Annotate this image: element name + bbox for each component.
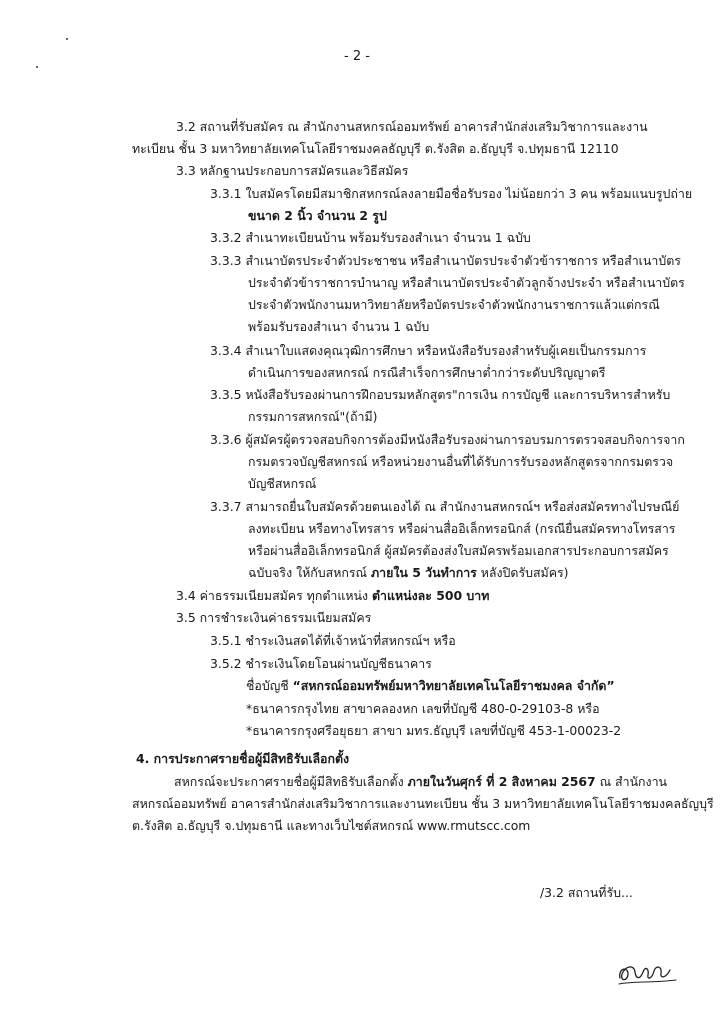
bank-krungthai: *ธนาคารกรุงไทย สาขาคลองหก เลขที่บัญชี 480-0-29103-8 หรือ — [246, 701, 600, 716]
s3-3-5-line1: 3.3.5 หนังสือรับรองผ่านการฝึกอบรมหลักสูตร"การเงิน การบัญชี และการบริหารสำหรับ — [210, 387, 671, 402]
s3-3-title: 3.3 หลักฐานประกอบการสมัครและวิธีสมัคร — [176, 163, 409, 178]
s3-3-7-line3: หรือผ่านสื่ออิเล็กทรอนิกส์ ผู้สมัครต้องส่งใบสมัครพร้อมเอกสารประกอบการสมัคร — [248, 543, 669, 558]
continuation-note: /3.2 สถานที่รับ... — [540, 885, 633, 900]
s4-line2: สหกรณ์ออมทรัพย์ อาคารสำนักส่งเสริมวิชาการและงานทะเบียน ชั้น 3 มหาวิทยาลัยเทคโนโลยีราชมงคลธัญบุรี — [132, 796, 714, 811]
s3-3-7-line4-c: หลังปิดรับสมัคร) — [476, 565, 569, 580]
s3-5-2: 3.5.2 ชำระเงินโดยโอนผ่านบัญชีธนาคาร — [210, 656, 432, 671]
s3-3-5-line2: กรรมการสหกรณ์"(ถ้ามี) — [248, 409, 378, 424]
s3-4-amount: ตำแหน่งละ 500 บาท — [371, 588, 490, 603]
s3-3-3-line4: พร้อมรับรองสำเนา จำนวน 1 ฉบับ — [248, 319, 430, 334]
s4-line1-a: สหกรณ์จะประกาศรายชื่อผู้มีสิทธิรับเลือกตั้ง — [174, 774, 408, 789]
s3-3-3-line2: ประจำตัวข้าราชการบำนาญ หรือสำเนาบัตรประจำตัวลูกจ้างประจำ หรือสำเนาบัตร — [248, 275, 685, 290]
page-number: - 2 - — [344, 49, 370, 64]
s3-3-6-line1: 3.3.6 ผู้สมัครผู้ตรวจสอบกิจการต้องมีหนังสือรับรองผ่านการอบรมการตรวจสอบกิจการจาก — [210, 432, 685, 447]
s3-3-7-line2: ลงทะเบียน หรือทางโทรสาร หรือผ่านสื่ออิเล็กทรอนิกส์ (กรณียื่นสมัครทางโทรสาร — [248, 521, 676, 536]
s4-line3: ต.รังสิต อ.ธัญบุรี จ.ปทุมธานี และทางเว็บไซต์สหกรณ์ www.rmutscc.com — [132, 818, 531, 833]
s4-line1-c: ณ สำนักงาน — [595, 774, 668, 789]
s3-2-line1: 3.2 สถานที่รับสมัคร ณ สำนักงานสหกรณ์ออมทรัพย์ อาคารสำนักส่งเสริมวิชาการและงาน — [176, 119, 648, 134]
s3-4-label: 3.4 ค่าธรรมเนียมสมัคร ทุกตำแหน่ง — [176, 588, 372, 603]
s3-3-3-line1: 3.3.3 สำเนาบัตรประจำตัวประชาชน หรือสำเนาบัตรประจำตัวข้าราชการ หรือสำเนาบัตร — [210, 253, 681, 268]
s4-title: 4. การประกาศรายชื่อผู้มีสิทธิรับเลือกตั้ง — [136, 751, 350, 766]
s3-3-6-line2: กรมตรวจบัญชีสหกรณ์ หรือหน่วยงานอื่นที่ได้รับการรับรองหลักสูตรจากกรมตรวจ — [248, 454, 674, 469]
s3-3-7-deadline: ภายใน 5 วันทำการ — [370, 565, 477, 580]
s3-3-3-line3: ประจำตัวพนักงานมหาวิทยาลัยหรือบัตรประจำตัวพนักงานราชการแล้วแต่กรณี — [248, 297, 660, 312]
s3-3-4-line2: ดำเนินการของสหกรณ์ กรณีสำเร็จการศึกษาต่ำกว่าระดับปริญญาตรี — [248, 365, 606, 380]
scan-speck — [36, 66, 38, 68]
s3-3-2: 3.3.2 สำเนาทะเบียนบ้าน พร้อมรับรองสำเนา จำนวน 1 ฉบับ — [210, 230, 531, 245]
scan-speck — [66, 38, 68, 40]
s4-line1 — [174, 773, 667, 791]
s3-4-fee — [176, 587, 489, 605]
s4-date: ภายในวันศุกร์ ที่ 2 สิงหาคม 2567 — [407, 774, 596, 789]
s3-3-7-line4 — [248, 564, 569, 582]
bank-krungsri: *ธนาคารกรุงศรีอยุธยา สาขา มทร.ธัญบุรี เลขที่บัญชี 453-1-00023-2 — [246, 723, 622, 738]
s3-3-1-line1: 3.3.1 ใบสมัครโดยมีสมาชิกสหกรณ์ลงลายมือชื่อรับรอง ไม่น้อยกว่า 3 คน พร้อมแนบรูปถ่าย — [210, 186, 693, 201]
account-name: “สหกรณ์ออมทรัพย์มหาวิทยาลัยเทคโนโลยีราชมงคล จำกัด” — [292, 678, 615, 693]
s3-3-7-line4-a: ฉบับจริง ให้กับสหกรณ์ — [248, 565, 371, 580]
s3-3-6-line3: บัญชีสหกรณ์ — [248, 476, 317, 491]
s3-5-title: 3.5 การชำระเงินค่าธรรมเนียมสมัคร — [176, 610, 372, 625]
account-label: ชื่อบัญชี — [246, 678, 293, 693]
s3-3-7-line1: 3.3.7 สามารถยื่นใบสมัครด้วยตนเองได้ ณ สำนักงานสหกรณ์ฯ หรือส่งสมัครทางไปรษณีย์ — [210, 499, 680, 514]
s3-3-4-line1: 3.3.4 สำเนาใบแสดงคุณวุฒิการศึกษา หรือหนังสือรับรองสำหรับผู้เคยเป็นกรรมการ — [210, 343, 647, 358]
s3-3-1-line2: ขนาด 2 นิ้ว จำนวน 2 รูป — [248, 208, 387, 223]
s3-2-line2: ทะเบียน ชั้น 3 มหาวิทยาลัยเทคโนโลยีราชมงคลธัญบุรี ต.รังสิต อ.ธัญบุรี จ.ปทุมธานี 12110 — [132, 141, 619, 156]
signature-initials — [616, 954, 680, 988]
account-name-line — [246, 677, 615, 695]
s3-5-1: 3.5.1 ชำระเงินสดได้ที่เจ้าหน้าที่สหกรณ์ฯ หรือ — [210, 633, 456, 648]
